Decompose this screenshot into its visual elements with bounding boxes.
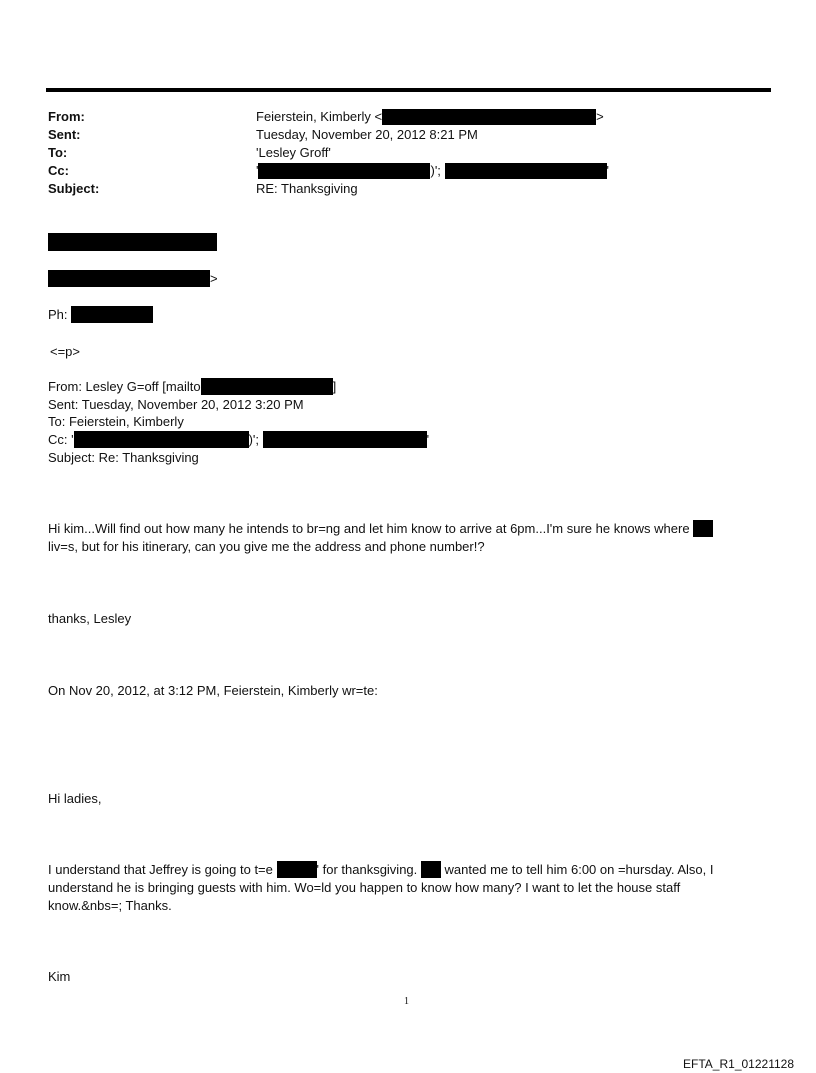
body-paragraph-1-line-2: liv=s, but for his itinerary, can you give me the address and phone number!? (48, 539, 485, 554)
cc-quote-close: ' (606, 163, 610, 178)
cc-separator: )'; (430, 163, 441, 178)
markup-artifact: <=p> (50, 344, 81, 359)
body-paragraph-2-line-2: understand he is bringing guests with him. Wo=ld you happen to know how many? I want to let the house staff (48, 880, 681, 895)
page-number: 1 (404, 996, 409, 1007)
subject-label: Subject: (48, 181, 100, 196)
body-text: I understand that Jeffrey is going to t=e (48, 862, 273, 877)
quoted-from-text: From: Lesley G=off [mailto (48, 379, 201, 394)
body-text: Hi kim...Will find out how many he intends to br=ng and let him know to arrive at 6pm...I'm sure he knows where (48, 521, 690, 536)
sent-label: Sent: (48, 127, 81, 142)
body-paragraph-1-line-1 (48, 520, 713, 538)
header-rule (46, 88, 771, 92)
signature-phone (48, 306, 153, 324)
quoted-intro: On Nov 20, 2012, at 3:12 PM, Feierstein, Kimberly wr=te: (48, 683, 378, 698)
quoted-from (48, 378, 336, 396)
from-name: Feierstein, Kimberly < (256, 109, 383, 124)
cc-label: Cc: (48, 163, 69, 178)
thanks-line: thanks, Lesley (48, 611, 132, 626)
quoted-cc-prefix: Cc: ' (48, 432, 74, 447)
redaction-block (382, 109, 596, 125)
to-value: 'Lesley Groff' (256, 145, 331, 160)
redaction-block (201, 378, 333, 395)
from-label: From: (48, 109, 85, 124)
sent-value: Tuesday, November 20, 2012 8:21 PM (256, 127, 478, 142)
to-label: To: (48, 145, 68, 160)
quoted-subject: Subject: Re: Thanksgiving (48, 450, 199, 465)
cc-value (256, 162, 609, 180)
redaction-block (48, 270, 210, 287)
from-value (256, 108, 604, 126)
from-close: > (596, 109, 604, 124)
sign-off: Kim (48, 969, 71, 984)
greeting: Hi ladies, (48, 791, 102, 806)
body-text: wanted me to tell him 6:00 on =hursday. Also, I (444, 862, 714, 877)
redaction-block (258, 163, 430, 179)
redaction-block (693, 520, 713, 537)
body-paragraph-2-line-3: know.&nbs=; Thanks. (48, 898, 172, 913)
redaction-block (71, 306, 153, 323)
quoted-sent: Sent: Tuesday, November 20, 2012 3:20 PM (48, 397, 304, 412)
quoted-cc-separator: )'; (248, 432, 260, 447)
redaction-block (421, 861, 441, 878)
cc-quote-open: ' (256, 163, 259, 178)
redaction-block (277, 861, 317, 878)
redaction-block (74, 431, 249, 448)
redaction-block (263, 431, 430, 448)
redaction-block (48, 233, 217, 251)
signature-gt: > (210, 271, 218, 286)
quoted-to: To: Feierstein, Kimberly (48, 414, 184, 429)
signature-email (48, 270, 218, 288)
quoted-cc-quote: ' (426, 432, 430, 447)
body-text: ' for thanksgiving. (316, 862, 418, 877)
phone-label: Ph: (48, 307, 68, 322)
quoted-cc (48, 431, 429, 449)
body-paragraph-2-line-1 (48, 861, 713, 879)
document-id: EFTA_R1_01221128 (683, 1057, 794, 1071)
subject-value: RE: Thanksgiving (256, 181, 358, 196)
redaction-block (445, 163, 610, 179)
quoted-from-close: ] (332, 379, 337, 394)
